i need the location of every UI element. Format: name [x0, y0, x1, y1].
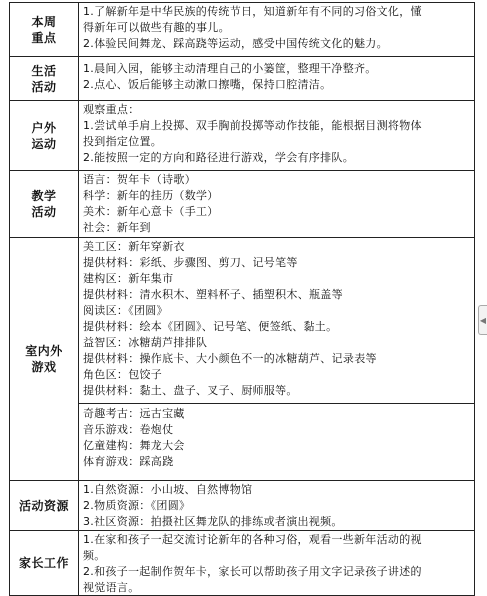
body-line: 提供材料：黏土、盘子、叉子、厨师服等。 [83, 384, 298, 397]
body-line: 频。 [83, 549, 106, 562]
row-parents [9, 531, 475, 596]
body-line: 2.和孩子一起制作贺年卡，家长可以帮助孩子用文字记录孩子讲述的 [83, 565, 422, 578]
body-line: 语言：贺年卡（诗歌） [83, 173, 196, 186]
header-line: 本周 [31, 14, 57, 29]
row-resources [9, 481, 475, 531]
row-body [79, 3, 474, 56]
body-line: 视觉语言。 [83, 581, 140, 594]
body-line: 社会：新年到 [83, 221, 151, 234]
row-body [79, 238, 474, 480]
row-games [9, 238, 475, 481]
body-line: 2.物质资源：《团圆》 [83, 499, 191, 512]
header-line: 家长工作 [18, 556, 69, 570]
body-line: 美工区：新年穿新衣 [83, 240, 185, 253]
row-header [10, 101, 79, 170]
body-line: 2.体验民间舞龙、踩高跷等运动，感受中国传统文化的魅力。 [83, 37, 388, 50]
row-header [10, 171, 79, 237]
row-header [10, 3, 79, 56]
header-line: 活动资源 [18, 498, 69, 513]
header-line: 活动 [31, 79, 57, 94]
row-body [79, 481, 474, 530]
games-subsection [79, 403, 474, 470]
row-focus [9, 2, 475, 57]
row-outdoor [9, 101, 475, 171]
row-header [10, 238, 79, 480]
body-line: 提供材料：绘本《团圆》、记号笔、便签纸、黏土。 [83, 320, 338, 333]
body-line: 得新年可以做些有趣的事儿。 [83, 21, 230, 34]
body-line: 投到指定位置。 [83, 135, 163, 148]
header-line: 游戏 [31, 360, 57, 374]
body-line: 提供材料：清水积木、塑料杯子、插塑积木、瓶盖等 [83, 288, 343, 301]
body-line: 提供材料：操作底卡、大小颜色不一的冰糖葫芦、记录表等 [83, 352, 377, 365]
row-header [10, 481, 79, 530]
header-line: 活动 [31, 205, 57, 219]
body-line: 1.尝试单手肩上投掷、双手胸前投掷等动作技能，能根据目测将物体 [83, 119, 422, 132]
header-line: 重点 [31, 30, 57, 45]
body-line: 1.了解新年是中华民族的传统节日，知道新年有不同的习俗文化，懂 [83, 5, 422, 18]
chevron-left-icon: ◀ [479, 315, 487, 325]
body-line: 体育游戏：踩高跷 [83, 455, 174, 468]
header-line: 运动 [31, 136, 57, 151]
body-line: 角色区：包饺子 [83, 368, 163, 381]
header-line: 生活 [31, 63, 57, 78]
body-line: 2.能按照一定的方向和路径进行游戏，学会有序排队。 [83, 151, 354, 164]
body-line: 科学：新年的挂历（数学） [83, 189, 219, 202]
header-line: 室内外 [25, 344, 63, 358]
row-body [79, 171, 474, 237]
header-line: 教学 [31, 189, 57, 203]
body-line: 益智区：冰糖葫芦排排队 [83, 336, 208, 349]
row-body [79, 101, 474, 170]
body-line: 1.在家和孩子一起交流讨论新年的各种习俗，观看一些新年活动的视 [83, 533, 422, 546]
body-line: 1.晨间入园，能够主动清理自己的小篓筐，整理干净整齐。 [83, 62, 377, 75]
row-life [9, 57, 475, 101]
body-line: 3.社区资源：拍摄社区舞龙队的排练或者演出视频。 [83, 515, 343, 528]
header-line: 户外 [31, 120, 57, 135]
row-header [10, 531, 79, 595]
body-line: 阅读区：《团圆》 [83, 304, 168, 317]
body-line: 美术：新年心意卡（手工） [83, 205, 219, 218]
body-line: 观察重点： [83, 103, 140, 116]
row-body [79, 57, 474, 100]
body-line: 亿童建构：舞龙大会 [83, 439, 185, 452]
body-line: 奇趣考古：远古宝藏 [83, 407, 185, 420]
row-teaching [9, 171, 475, 238]
row-body [79, 531, 474, 595]
body-line: 建构区：新年集市 [83, 272, 174, 285]
body-line: 音乐游戏：卷炮仗 [83, 423, 174, 436]
body-line: 2.点心、饭后能够主动漱口擦嘴，保持口腔清洁。 [83, 78, 332, 91]
row-header [10, 57, 79, 100]
body-line: 1.自然资源：小山坡、自然博物馆 [83, 483, 253, 496]
side-scroll-tab[interactable] [478, 305, 487, 335]
body-line: 提供材料：彩纸、步骤图、剪刀、记号笔等 [83, 256, 298, 269]
